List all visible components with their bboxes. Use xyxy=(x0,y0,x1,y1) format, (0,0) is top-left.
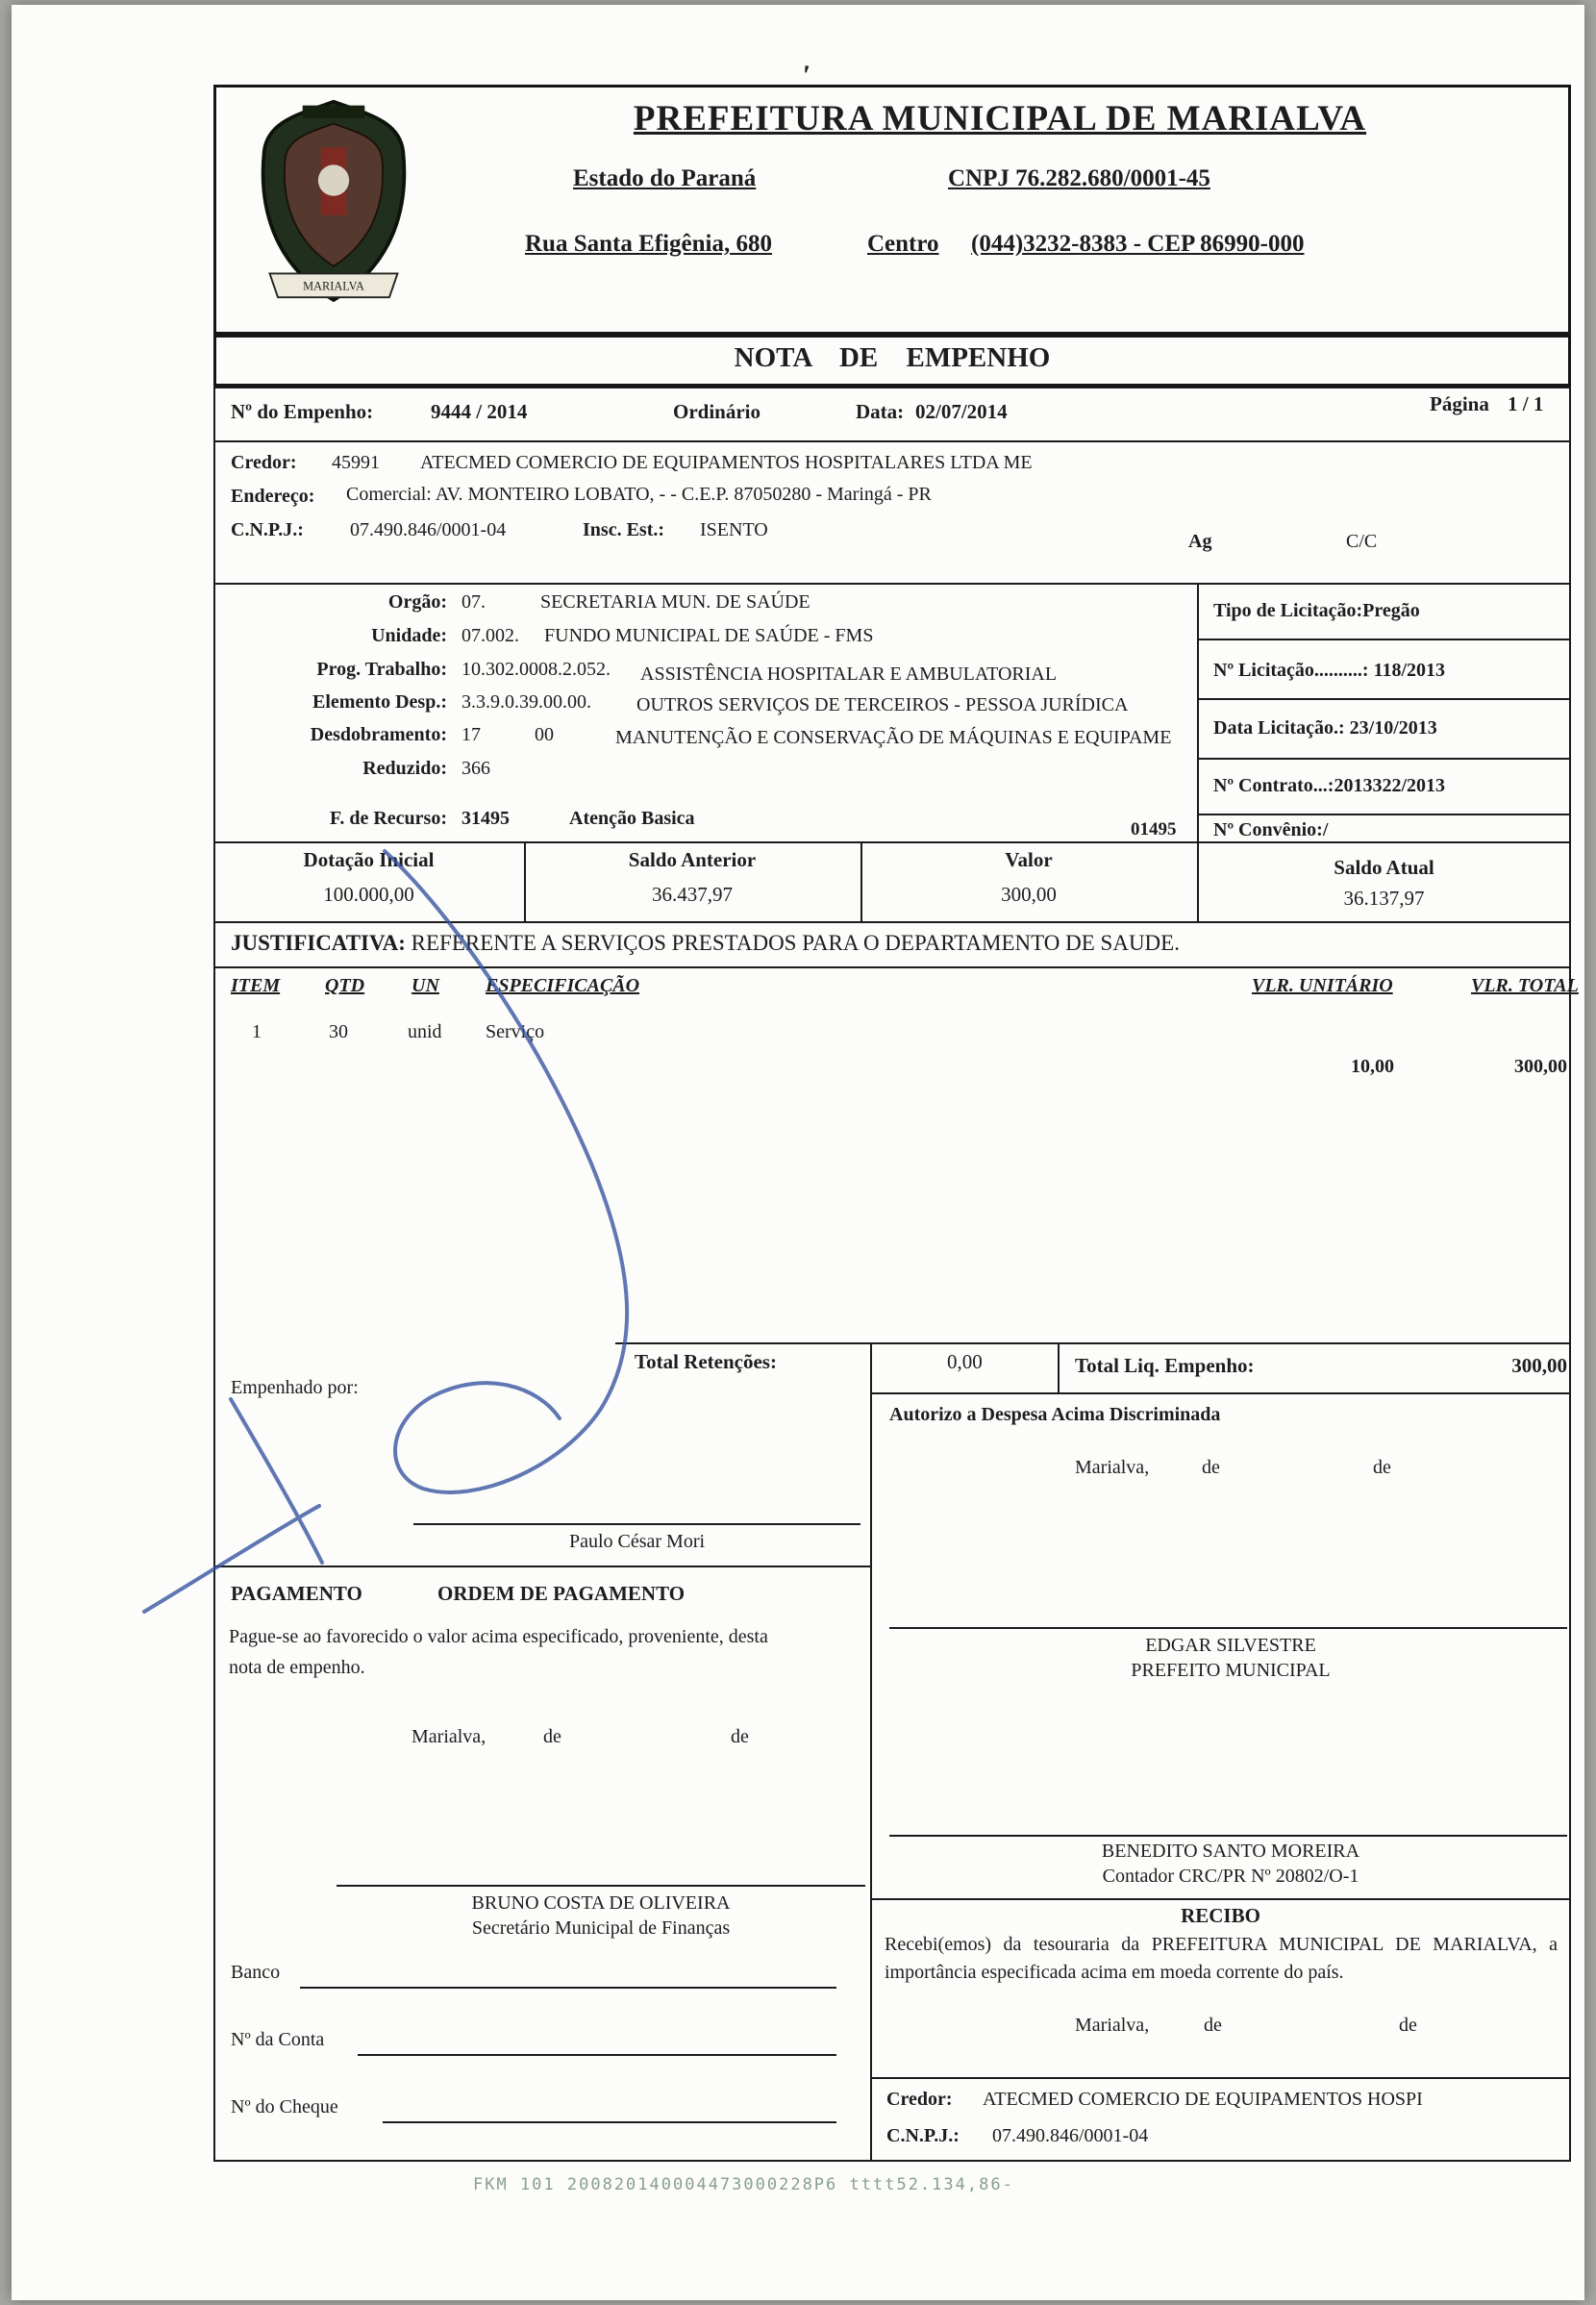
empenhado-signer: Paulo César Mori xyxy=(568,1531,706,1552)
empenhado-label: Empenhado por: xyxy=(231,1377,359,1398)
divider-empenho xyxy=(213,440,1571,442)
cheque-line xyxy=(383,2121,836,2123)
credor-name: ATECMED COMERCIO DE EQUIPAMENTOS HOSPITALARES LTDA ME xyxy=(420,452,1033,473)
header-cnpj: CNPJ 76.282.680/0001-45 xyxy=(948,165,1210,191)
desdobramento-name: MANUTENÇÃO E CONSERVAÇÃO DE MÁQUINAS E EQUIPAME xyxy=(615,727,1172,748)
orgao-name: SECRETARIA MUN. DE SAÚDE xyxy=(540,591,810,613)
footer-credor-label: Credor: xyxy=(886,2089,953,2110)
header-phone-cep: (044)3232-8383 - CEP 86990-000 xyxy=(971,231,1305,257)
contador-role: Contador CRC/PR Nº 20802/O-1 xyxy=(1102,1866,1359,1887)
prefeito-name: EDGAR SILVESTRE xyxy=(1145,1635,1316,1656)
signature-line-empenhado xyxy=(413,1523,860,1525)
empenho-date: 02/07/2014 xyxy=(915,400,1008,423)
recibo-de2: de xyxy=(1399,2015,1417,2036)
pen-mark: ' xyxy=(797,59,812,92)
dotacao-top xyxy=(213,841,1571,843)
unidade-name: FUNDO MUNICIPAL DE SAÚDE - FMS xyxy=(544,625,874,646)
totals-top xyxy=(615,1342,1571,1344)
secretario-name: BRUNO COSTA DE OLIVEIRA xyxy=(471,1892,731,1914)
liq-empenho-value: 300,00 xyxy=(1511,1354,1567,1377)
items-header-qtd: QTD xyxy=(325,975,365,996)
empenho-modality: Ordinário xyxy=(673,400,761,423)
ordem-pagamento-title: ORDEM DE PAGAMENTO xyxy=(437,1582,686,1605)
elemento-code: 3.3.9.0.39.00.00. xyxy=(461,691,591,713)
elemento-name: OUTROS SERVIÇOS DE TERCEIROS - PESSOA JURÍDICA xyxy=(636,694,1129,715)
recurso-code: 31495 xyxy=(461,808,510,829)
pagamento-de2: de xyxy=(731,1726,749,1747)
orgao-label: Orgão: xyxy=(387,591,447,613)
recurso-aux: 01495 xyxy=(1131,819,1177,839)
licitacao-numero: Nº Licitação..........: 118/2013 xyxy=(1213,660,1446,681)
prog-code: 10.302.0008.2.052. xyxy=(461,659,611,680)
desdobramento-sub: 00 xyxy=(535,724,554,745)
totals-bottom xyxy=(870,1392,1571,1394)
pagamento-city: Marialva, xyxy=(411,1726,486,1747)
column-divider xyxy=(870,1342,872,2162)
divider-credor xyxy=(213,583,1571,585)
empenho-date-label: Data: xyxy=(856,400,905,423)
divider-justificativa xyxy=(213,966,1571,968)
banco-label: Banco xyxy=(231,1962,281,1983)
items-header-espec: ESPECIFICAÇÃO xyxy=(486,975,640,996)
valor-value: 300,00 xyxy=(1001,883,1057,906)
licitacao-contrato: Nº Contrato...:2013322/2013 xyxy=(1213,775,1446,796)
coat-of-arms-logo xyxy=(242,94,425,323)
justificativa-line xyxy=(231,931,1180,956)
licitacao-convenio: Nº Convênio:/ xyxy=(1213,819,1329,840)
licitacao-box-border xyxy=(1197,583,1199,841)
autorizo-de1: de xyxy=(1202,1457,1220,1478)
doc-title: NOTA DE EMPENHO xyxy=(734,342,1051,373)
retencoes-value: 0,00 xyxy=(947,1350,983,1373)
crest-banner-text: MARIALVA xyxy=(303,279,364,293)
licitacao-tipo: Tipo de Licitação:Pregão xyxy=(1213,600,1420,621)
ag-label: Ag xyxy=(1188,531,1212,552)
justificativa-label: JUSTIFICATIVA: xyxy=(231,931,406,955)
credor-label: Credor: xyxy=(231,452,297,473)
items-header-unit: VLR. UNITÁRIO xyxy=(1252,975,1393,996)
signature-line-contador xyxy=(889,1835,1567,1837)
credor-cnpj: 07.490.846/0001-04 xyxy=(350,519,507,540)
desdobramento-code: 17 xyxy=(461,724,481,745)
recibo-text: Recebi(emos) da tesouraria da PREFEITURA MUNICIPAL DE MARIALVA, a importância especificada acima em moeda corrente do país. xyxy=(885,1934,1558,1983)
saldo-atual-value: 36.137,97 xyxy=(1343,887,1425,910)
justificativa-text: REFERENTE A SERVIÇOS PRESTADOS PARA O DEPARTAMENTO DE SAUDE. xyxy=(411,931,1180,955)
elemento-label: Elemento Desp.: xyxy=(312,691,447,713)
item-cell-qtd: 30 xyxy=(329,1021,348,1042)
autorizo-de2: de xyxy=(1373,1457,1391,1478)
recurso-label: F. de Recurso: xyxy=(329,808,447,829)
secretario-role: Secretário Municipal de Finanças xyxy=(471,1917,731,1939)
saldo-atual-label: Saldo Atual xyxy=(1334,856,1434,879)
reduzido-label: Reduzido: xyxy=(362,758,447,779)
recibo-title: RECIBO xyxy=(1181,1904,1260,1927)
dotacao-bottom xyxy=(213,921,1571,923)
items-header-item: ITEM xyxy=(231,975,281,996)
retencoes-label: Total Retenções: xyxy=(635,1350,777,1373)
desdobramento-label: Desdobramento: xyxy=(310,724,447,745)
cheque-label: Nº do Cheque xyxy=(231,2096,338,2117)
item-cell-total: 300,00 xyxy=(1514,1056,1567,1077)
item-cell-unit: 10,00 xyxy=(1351,1056,1394,1077)
contador-name: BENEDITO SANTO MOREIRA xyxy=(1101,1841,1360,1862)
cc-label: C/C xyxy=(1346,531,1378,552)
dotacao-inicial-value: 100.000,00 xyxy=(323,883,414,906)
autorizo-title: Autorizo a Despesa Acima Discriminada xyxy=(889,1404,1221,1425)
reduzido-code: 366 xyxy=(461,758,490,779)
header-district: Centro xyxy=(867,231,939,257)
pagamento-title: PAGAMENTO xyxy=(231,1582,362,1605)
crest-crown xyxy=(303,106,365,118)
unidade-code: 07.002. xyxy=(461,625,519,646)
header-state: Estado do Paraná xyxy=(573,165,757,191)
prog-name: ASSISTÊNCIA HOSPITALAR E AMBULATORIAL xyxy=(640,664,1058,685)
pagamento-de1: de xyxy=(543,1726,561,1747)
conta-label: Nº da Conta xyxy=(231,2029,325,2050)
header-address: Rua Santa Efigênia, 680 xyxy=(525,231,772,257)
item-cell-espec: Serviço xyxy=(486,1021,545,1042)
signature-line-secretario xyxy=(337,1885,865,1887)
header-title: PREFEITURA MUNICIPAL DE MARIALVA xyxy=(633,99,1367,138)
pagamento-text: Pague-se ao favorecido o valor acima especificado, proveniente, desta nota de empenho. xyxy=(229,1626,768,1678)
saldo-anterior-value: 36.437,97 xyxy=(652,883,733,906)
recibo-de1: de xyxy=(1204,2015,1222,2036)
dotacao-inicial-label: Dotação Inicial xyxy=(303,848,435,871)
credor-address: Comercial: AV. MONTEIRO LOBATO, - - C.E.P. 87050280 - Maringá - PR xyxy=(346,484,932,505)
credor-cnpj-label: C.N.P.J.: xyxy=(231,519,304,540)
divider-licitacao-1 xyxy=(1197,639,1571,640)
footer-cnpj-label: C.N.P.J.: xyxy=(886,2125,960,2146)
credor-address-label: Endereço: xyxy=(231,486,315,507)
recurso-name: Atenção Basica xyxy=(569,808,695,829)
divider-licitacao-2 xyxy=(1197,698,1571,700)
divider-licitacao-3 xyxy=(1197,758,1571,760)
item-cell-un: unid xyxy=(408,1021,442,1042)
divider-footer-credor xyxy=(870,2077,1571,2079)
prefeito-role: PREFEITO MUNICIPAL xyxy=(1131,1660,1331,1681)
liq-empenho-label: Total Liq. Empenho: xyxy=(1075,1354,1255,1377)
footer-cnpj-value: 07.490.846/0001-04 xyxy=(992,2125,1149,2146)
autorizo-city: Marialva, xyxy=(1075,1457,1150,1478)
recibo-city: Marialva, xyxy=(1075,2015,1150,2036)
divider-recibo xyxy=(870,1898,1571,1900)
conta-line xyxy=(358,2054,836,2056)
saldo-anterior-label: Saldo Anterior xyxy=(628,848,757,871)
signature-line-prefeito xyxy=(889,1627,1567,1629)
credor-code: 45991 xyxy=(332,452,380,473)
items-header-total: VLR. TOTAL xyxy=(1471,975,1579,996)
valor-label: Valor xyxy=(1005,848,1053,871)
unidade-label: Unidade: xyxy=(371,625,447,646)
orgao-code: 07. xyxy=(461,591,486,613)
dot-matrix-code: FKM 101 200820140004473000228P6 tttt52.134,86- xyxy=(473,2175,1014,2194)
divider-licitacao-4 xyxy=(1197,814,1571,815)
items-header-un: UN xyxy=(411,975,439,996)
licitacao-data: Data Licitação.: 23/10/2013 xyxy=(1213,717,1437,739)
insc-value: ISENTO xyxy=(700,519,768,540)
crest-center xyxy=(318,164,349,195)
page-label: Página xyxy=(1430,392,1489,415)
empenho-number: 9444 / 2014 xyxy=(431,400,528,423)
divider-pagamento xyxy=(213,1566,870,1567)
item-cell-item: 1 xyxy=(252,1021,262,1042)
page-value: 1 / 1 xyxy=(1508,392,1544,415)
footer-credor-name: ATECMED COMERCIO DE EQUIPAMENTOS HOSPI xyxy=(983,2089,1423,2110)
banco-line xyxy=(300,1987,836,1989)
totals-v xyxy=(1058,1342,1060,1392)
empenho-number-label: Nº do Empenho: xyxy=(231,400,374,423)
insc-label: Insc. Est.: xyxy=(583,519,665,540)
prog-label: Prog. Trabalho: xyxy=(316,659,447,680)
